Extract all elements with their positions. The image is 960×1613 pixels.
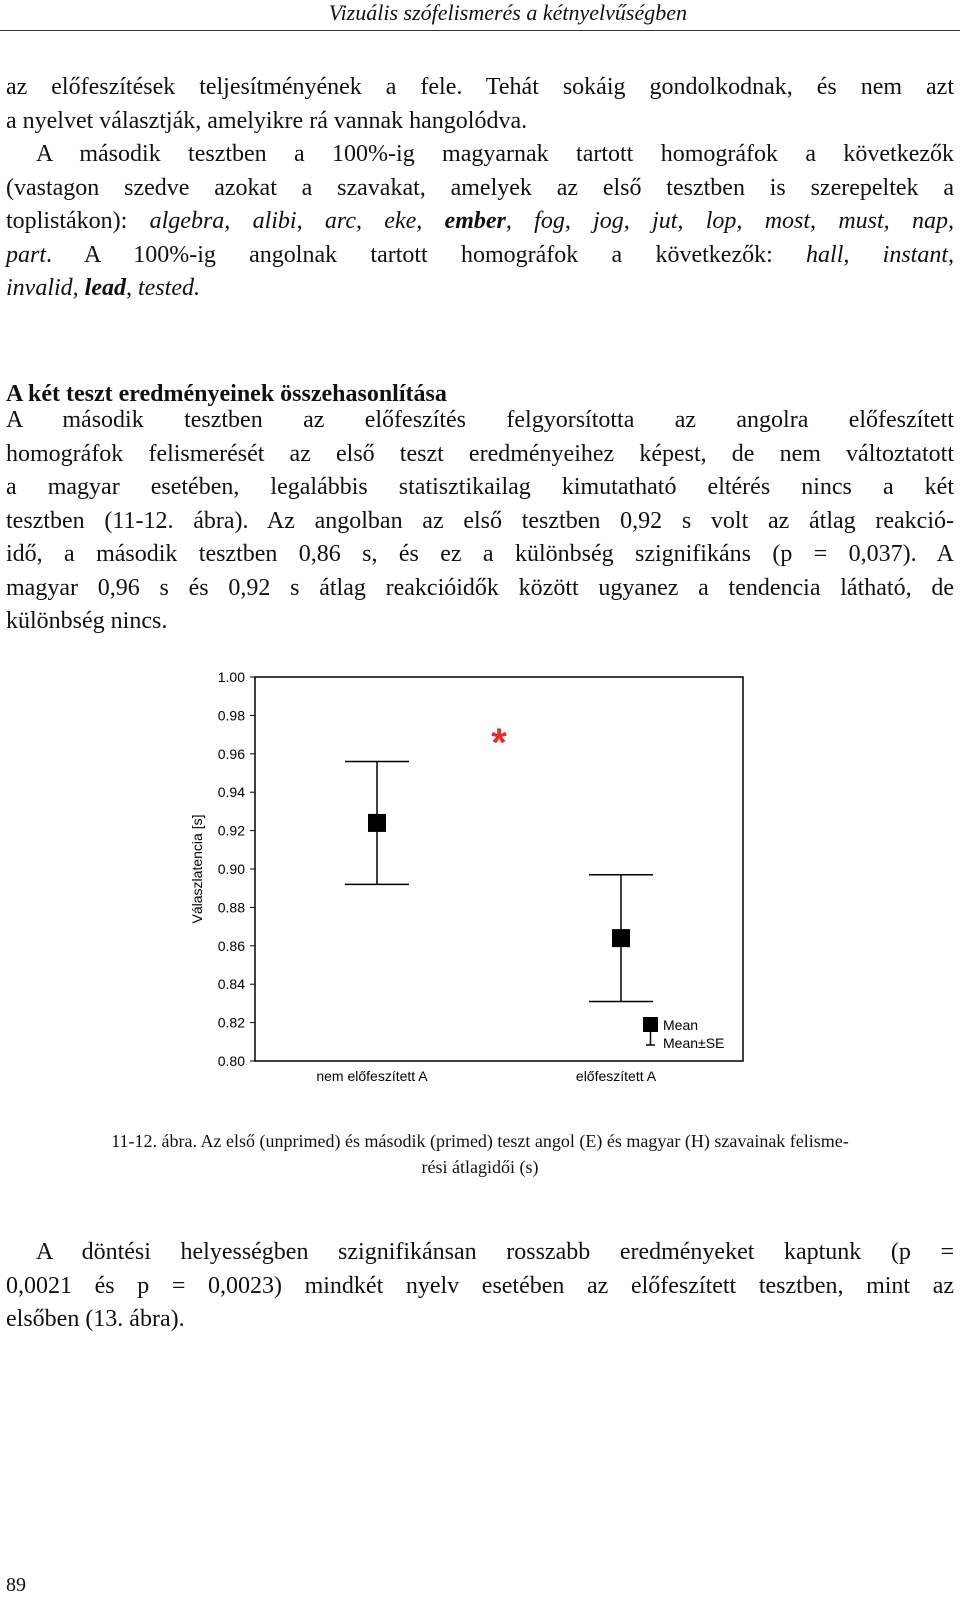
paragraph-4-line-3: elsőben (13. ábra).: [6, 1306, 185, 1332]
paragraph-4: [6, 1236, 954, 1337]
paragraph-3-line-1: A második tesztben az előfeszítés felgyorsította az angolra előfeszített: [6, 407, 954, 433]
text-run: . A 100%-ig angolnak tartott homográfok a következők:: [46, 241, 807, 268]
x-tick-label: nem előfeszített A: [316, 1068, 428, 1084]
bold-word-lead: lead: [84, 275, 126, 301]
legend-se-label: Mean±SE: [663, 1035, 725, 1051]
paragraph-3: [6, 404, 954, 639]
paragraph-1: [6, 71, 954, 138]
y-axis-label: Válaszlatencia [s]: [189, 814, 205, 924]
paragraph-3-line-4: tesztben (11-12. ábra). Az angolban az első tesztben 0,92 s volt az átlag reakció-: [6, 507, 954, 534]
y-tick-label: 0.84: [217, 976, 245, 993]
paragraph-3-line-3: a magyar esetében, legalábbis statisztikailag kimutatható eltérés nincs a két: [6, 474, 954, 500]
paragraph-2-line-2: (vastagon szedve azokat a szavakat, amelyek az első tesztben is szerepeltek a: [6, 174, 954, 201]
figure-11-12: [180, 665, 780, 1125]
legend-mean-swatch: [643, 1017, 658, 1032]
italic-word-invalid: invalid,: [6, 275, 85, 301]
y-tick-label: 0.90: [217, 861, 245, 877]
paragraph-1-line-1: az előfeszítések teljesítményének a fele. Tehát sokáig gondolkodnak, és nem azt: [6, 74, 954, 100]
italic-word-list-2: , fog, jog, jut, lop, most, must, nap,: [505, 208, 954, 234]
y-tick-label: 0.96: [217, 745, 245, 762]
paragraph-4-line-1: A döntési helyességben szignifikánsan rosszabb eredményeket kaptunk (p =: [36, 1239, 954, 1265]
x-tick-label: előfeszített A: [575, 1068, 657, 1084]
paragraph-4-line-2: 0,0021 és p = 0,0023) mindkét nyelv esetében az előfeszített tesztben, mint az: [6, 1272, 954, 1299]
paragraph-2-line-4: [6, 239, 954, 273]
italic-word-tested: , tested.: [125, 275, 200, 301]
y-tick-label: 0.94: [217, 784, 245, 801]
y-tick-label: 1.00: [217, 669, 245, 685]
italic-word-list-3: hall, instant,: [806, 241, 954, 268]
paragraph-2-line-5: [6, 272, 954, 306]
paragraph-2-line-1: A második tesztben a 100%-ig magyarnak tartott homográfok a következők: [36, 141, 954, 167]
significance-asterisk: *: [491, 721, 507, 766]
italic-word-list: algebra, alibi, arc, eke,: [149, 208, 445, 234]
section-heading: A két teszt eredményeinek összehasonlítása: [6, 381, 447, 407]
bold-word-ember: ember: [444, 208, 506, 234]
y-tick-label: 0.92: [217, 822, 245, 839]
paragraph-3-line-6: magyar 0,96 s és 0,92 s átlag reakcióidők között ugyanez a tendencia látható, de: [6, 574, 954, 601]
page-number: 89: [6, 1574, 26, 1596]
text-run: toplistákon):: [6, 208, 150, 234]
running-head: [0, 0, 960, 31]
y-tick-label: 0.80: [217, 1053, 245, 1069]
caption-line-1: 11-12. ábra. Az első (unprimed) és második (primed) teszt angol (E) és magyar (H) szavainak felisme-: [111, 1131, 849, 1151]
italic-word-part: part: [6, 241, 47, 268]
paragraph-3-line-2: homográfok felismerését az első teszt eredményeihez képest, de nem változtatott: [6, 440, 954, 467]
reaction-time-chart: [180, 665, 780, 1125]
y-tick-label: 0.98: [217, 707, 245, 724]
mean-marker: [612, 929, 630, 947]
y-tick-label: 0.88: [217, 899, 245, 916]
paragraph-2-line-3: [6, 205, 954, 239]
y-tick-label: 0.86: [217, 937, 245, 954]
legend-mean-label: Mean: [663, 1017, 699, 1033]
caption-line-2: rési átlagidői (s): [421, 1157, 539, 1177]
paragraph-2: [6, 138, 954, 306]
figure-caption: [6, 1128, 954, 1180]
y-tick-label: 0.82: [217, 1014, 245, 1031]
mean-marker: [368, 814, 386, 832]
running-head-title: Vizuális szófelismerés a kétnyelvűségben: [328, 0, 687, 25]
paragraph-3-line-5: idő, a második tesztben 0,86 s, és ez a különbség szignifikáns (p = 0,037). A: [6, 541, 954, 567]
paragraph-3-line-7: különbség nincs.: [6, 608, 168, 634]
paragraph-1-line-2: a nyelvet választják, amelyikre rá vannak hangolódva.: [6, 107, 528, 134]
